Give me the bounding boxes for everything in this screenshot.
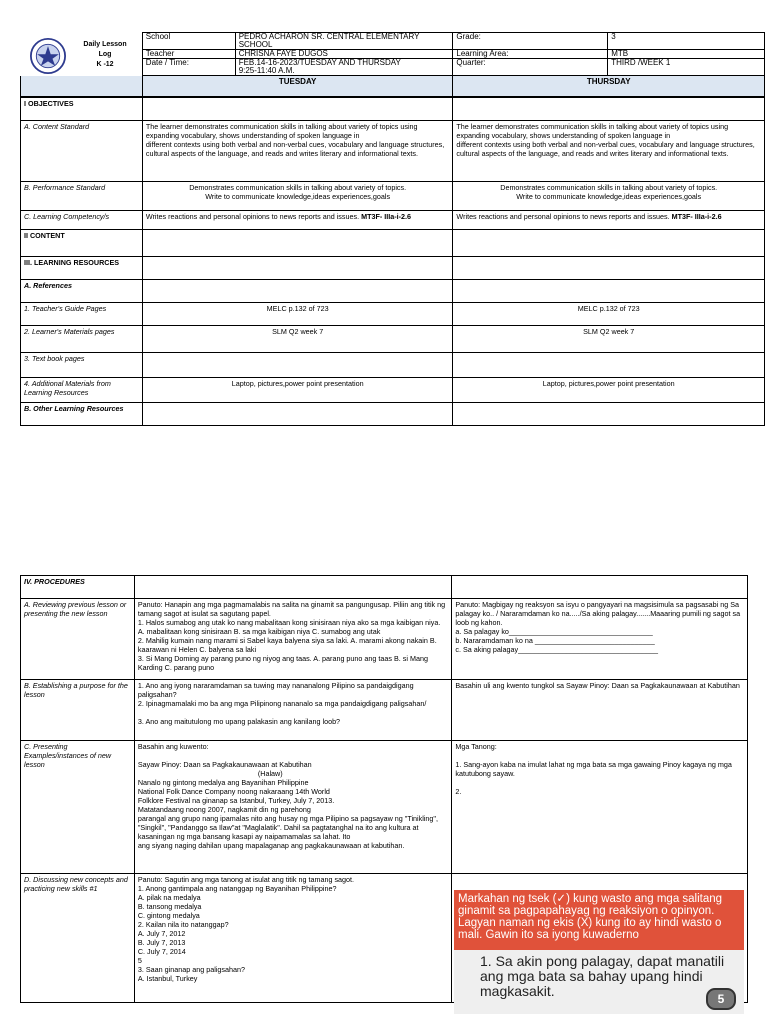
slide-item <box>454 950 744 1014</box>
c-tue-halaw: (Halaw) <box>257 769 283 778</box>
date-value: FEB.14-16-2023/TUESDAY AND THURSDAY 9:25-11:40 A.M. <box>235 59 453 76</box>
tb-tue <box>142 353 453 378</box>
area-value: MTB <box>608 50 765 59</box>
top-table <box>20 97 765 426</box>
d-label: D. Discussing new concepts and practicing new skills #1 <box>21 874 135 1003</box>
b-label: B. Establishing a purpose for the lesson <box>21 680 135 741</box>
quarter-value: THIRD /WEEK 1 <box>608 59 765 76</box>
comp-label: C. Learning Competency/s <box>21 211 143 230</box>
day-tuesday: TUESDAY <box>142 76 453 97</box>
ref-tue <box>142 280 453 303</box>
grade-value: 3 <box>608 33 765 50</box>
lm-label: 2. Learner's Materials pages <box>21 326 143 353</box>
content-tue <box>142 230 453 257</box>
d-tue: Panuto: Sagutin ang mga tanong at isulat ang titik ng tamang sagot. 1. Anong gantimpala ang natanggap ng Bayanihan Philippine? A. pilak na medalya B. tansong medalya C. gintong medalya 2. Kailan nila ito natanggap? A. July 7, 2012 B. July 7, 2013 C. July 7, 2014 5 3. Saan ginanap ang paligsahan? A. Istanbul, Turkey <box>134 874 452 1003</box>
c-tue-title: Sayaw Pinoy: Daan sa Pagkakaunawaan at Kabutihan <box>137 760 312 769</box>
logo-cell <box>21 33 143 76</box>
slide-number-badge: 5 <box>706 988 736 1010</box>
content-std-thu: The learner demonstrates communication skills in talking about variety of topics using expanding vocabulary, shows understanding of spoken language in different contexts using both verbal and non-verbal cues, vocabulary and language structures, cultural aspects of the language, and reads and writes literary and informational texts. <box>453 121 765 182</box>
comp-code-thu: MT3F- IIIa-i-2.6 <box>671 212 722 221</box>
comp-code-tue: MT3F- IIIa-i-2.6 <box>361 212 412 221</box>
content-label: II CONTENT <box>21 230 143 257</box>
resources-label: III. LEARNING RESOURCES <box>21 257 143 280</box>
procedures-label: IV. PROCEDURES <box>21 576 135 599</box>
c-thu: Mga Tanong: 1. Sang-ayon kaba na imulat lahat ng mga bata sa mga gawaing Pinoy kagaya ng mga katutubong sayaw. 2. <box>452 741 748 874</box>
tg-tue: MELC p.132 of 723 <box>142 303 453 326</box>
comp-thu <box>453 211 765 230</box>
comp-text-thu: Writes reactions and personal opinions to news reports and issues. <box>456 212 670 221</box>
a-thu: Panuto: Magbigay ng reaksyon sa isyu o pangyayari na magsisimula sa pagsasabi ng Sa palagay ko.. / Nararamdaman ko na...../Sa aking palagay.......Maaaring pumili ng sagot sa loob ng kahon. a. Sa palagay ko____________________________________ b. Nararamdaman ko na ______________________________ c. Sa aking palagay___________________________________ <box>452 599 748 680</box>
add-thu: Laptop, pictures,power point presentation <box>453 378 765 403</box>
dll-line1: Daily Lesson <box>83 41 127 48</box>
worksheet-slide <box>454 890 744 1014</box>
content-std-tue: The learner demonstrates communication skills in talking about variety of topics using expanding vocabulary, shows understanding of spoken language in different contexts using both verbal and non-verbal cues, vocabulary and language structures, cultural aspects of the language, and reads and writes literary and informational texts. <box>142 121 453 182</box>
teacher-value: CHRISNA FAYE DUGOS <box>235 50 453 59</box>
day-blank <box>21 76 143 97</box>
dll-line3: K -12 <box>96 61 114 68</box>
other-label: B. Other Learning Resources <box>21 403 143 426</box>
teacher-label: Teacher <box>142 50 235 59</box>
c-tue-body: Nanalo ng gintong medalya ang Bayanihan Philippine National Folk Dance Company noong nakaraang 14th World Folklore Festival na ginanap sa Istanbul, Turkey, July 7, 2013. Matatandaang noong 2007, nagkamit din ng parehong parangal ang grupo nang ipamalas nito ang husay ng mga Pilipino sa pagsayaw ng "Tinikling", "Singkil", "Pandanggo sa Ilaw"at "Maglalatik". Dahil sa pagtatanghal na ito ang kultura at kasaningan ng mga bansang kasapi ay naipamamalas sa lahat. Ito ang siyang naging dahilan upang mapalaganap ang pagkakaunawaan at kabutihan. <box>137 778 438 850</box>
school-value: PEDRO ACHARON SR. CENTRAL ELEMENTARY SCHOOL <box>235 33 453 50</box>
c-tue <box>134 741 452 874</box>
proc-thu <box>452 576 748 599</box>
references-label: A. References <box>21 280 143 303</box>
slide-item-text: 1. Sa akin pong palagay, dapat manatili ang mga bata sa bahay upang hindi magkasakit. <box>480 953 725 999</box>
tg-thu: MELC p.132 of 723 <box>453 303 765 326</box>
other-tue <box>142 403 453 426</box>
other-thu <box>453 403 765 426</box>
tg-label: 1. Teacher's Guide Pages <box>21 303 143 326</box>
date-label: Date / Time: <box>142 59 235 76</box>
add-label: 4. Additional Materials from Learning Resources <box>21 378 143 403</box>
perf-std-tue: Demonstrates communication skills in talking about variety of topics. Write to communicate knowledge,ideas experiences,goals <box>142 182 453 211</box>
quarter-label: Quarter: <box>453 59 608 76</box>
header-table <box>20 32 765 97</box>
perf-std-thu: Demonstrates communication skills in talking about variety of topics. Write to communicate knowledge,ideas experiences,goals <box>453 182 765 211</box>
slide-instructions: Markahan ng tsek (✓) kung wasto ang mga salitang ginamit sa pagpapahayag ng reaksiyon o opinyon. Lagyan naman ng ekis (X) kung ito ay hindi wasto o mali. Gawin ito sa iyong kuwaderno <box>454 890 744 950</box>
grade-label: Grade: <box>453 33 608 50</box>
lm-thu: SLM Q2 week 7 <box>453 326 765 353</box>
lm-tue: SLM Q2 week 7 <box>142 326 453 353</box>
proc-tue <box>134 576 452 599</box>
content-std-label: A. Content Standard <box>21 121 143 182</box>
b-tue: 1. Ano ang iyong nararamdaman sa tuwing may nananalong Pilipino sa pandaigdigang paligsahan? 2. Ipinagmamalaki mo ba ang mga Pilipinong nananalo sa mga pandaigdigang paligsahan/ 3. Ano ang maitutulong mo upang palakasin ang kanilang loob? <box>134 680 452 741</box>
objectives-label: I OBJECTIVES <box>21 98 143 121</box>
a-label: A. Reviewing previous lesson or presenting the new lesson <box>21 599 135 680</box>
school-label: School <box>142 33 235 50</box>
c-tue-head: Basahin ang kuwento: <box>137 742 209 751</box>
add-tue: Laptop, pictures,power point presentation <box>142 378 453 403</box>
comp-tue <box>142 211 453 230</box>
tb-label: 3. Text book pages <box>21 353 143 378</box>
tb-thu <box>453 353 765 378</box>
obj-thu <box>453 98 765 121</box>
c-label: C. Presenting Examples/instances of new lesson <box>21 741 135 874</box>
b-thu: Basahin uli ang kwento tungkol sa Sayaw Pinoy: Daan sa Pagkakaunawaan at Kabutihan <box>452 680 748 741</box>
obj-tue <box>142 98 453 121</box>
content-thu <box>453 230 765 257</box>
ref-thu <box>453 280 765 303</box>
dll-line2: Log <box>98 51 112 58</box>
day-thursday: THURSDAY <box>453 76 765 97</box>
a-tue: Panuto: Hanapin ang mga pagmamalabis na salita na ginamit sa pangungusap. Piliin ang titik ng tamang sagot at isulat sa sagutang papel. 1. Halos sumabog ang utak ko nang mabalitaan kong sinisiraan niya ako sa mga kaibigan niya. A. mabalitaan kong sinisiraan B. sa mga kaibigan niya C. sumabog ang utak 2. Mahilig kumain nang marami si Sabel kaya balyena siya sa laki. A. marami akong nakain B. kaarawan ni Helen C. balyena sa laki 3. Si Mang Doming ay parang puno ng niyog ang taas. A. parang puno ang taas B. si Mang Karding C. parang puno <box>134 599 452 680</box>
comp-text-tue: Writes reactions and personal opinions to news reports and issues. <box>145 212 360 221</box>
res-tue <box>142 257 453 280</box>
perf-std-label: B. Performance Standard <box>21 182 143 211</box>
area-label: Learning Area: <box>453 50 608 59</box>
res-thu <box>453 257 765 280</box>
